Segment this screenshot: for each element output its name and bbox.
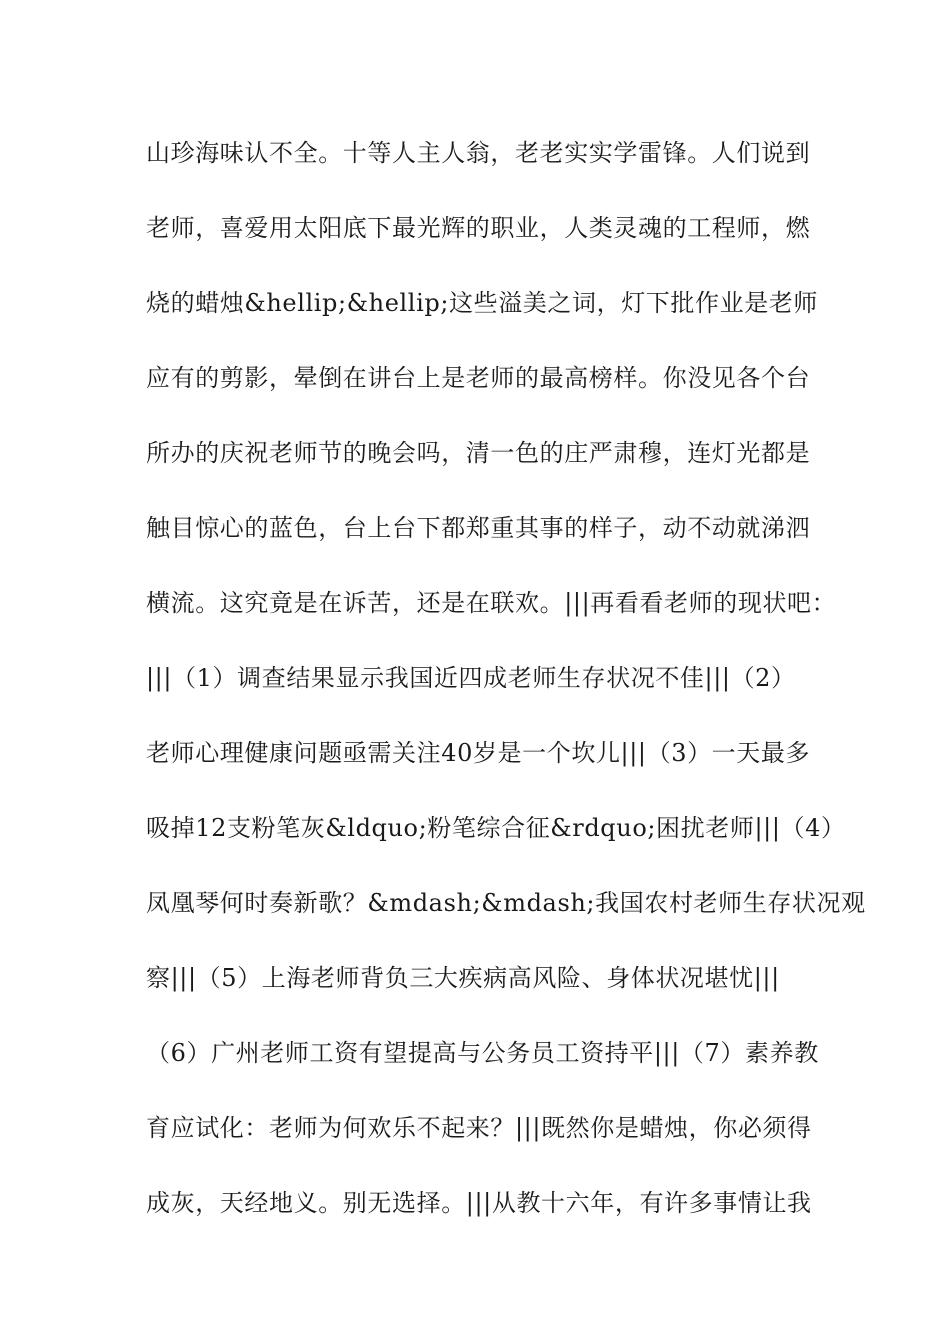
text-line: 烧的蜡烛&hellip;&hellip;这些溢美之词，灯下批作业是老师 <box>146 289 818 317</box>
text-line: 老师，喜爱用太阳底下最光辉的职业，人类灵魂的工程师，燃 <box>146 214 811 242</box>
text-line: 察|||（5）上海老师背负三大疾病高风险、身体状况堪忧||| <box>146 964 780 992</box>
text-line: 所办的庆祝老师节的晚会吗，清一色的庄严肃穆，连灯光都是 <box>146 439 811 467</box>
text-line: 山珍海味认不全。十等人主人翁，老老实实学雷锋。人们说到 <box>146 139 811 167</box>
text-line: 凤凰琴何时奏新歌？&mdash;&mdash;我国农村老师生存状况观 <box>146 889 866 917</box>
text-line: 应有的剪影，晕倒在讲台上是老师的最高榜样。你没见各个台 <box>146 364 811 392</box>
text-line: |||（1）调查结果显示我国近四成老师生存状况不佳|||（2） <box>146 664 796 692</box>
text-line: 成灰，天经地义。别无选择。|||从教十六年，有许多事情让我 <box>146 1189 812 1217</box>
text-line: （6）广州老师工资有望提高与公务员工资持平|||（7）素养教 <box>146 1039 819 1067</box>
text-line: 触目惊心的蓝色，台上台下都郑重其事的样子，动不动就涕泗 <box>146 514 811 542</box>
text-line: 育应试化：老师为何欢乐不起来？|||既然你是蜡烛，你必须得 <box>146 1114 812 1142</box>
body-text <box>146 133 866 1258</box>
text-line: 老师心理健康问题亟需关注40岁是一个坎儿|||（3）一天最多 <box>146 739 811 767</box>
text-line: 横流。这究竟是在诉苦，还是在联欢。|||再看看老师的现状吧： <box>146 589 837 617</box>
text-line: 吸掉12支粉笔灰&ldquo;粉笔综合征&rdquo;困扰老师|||（4） <box>146 814 846 842</box>
